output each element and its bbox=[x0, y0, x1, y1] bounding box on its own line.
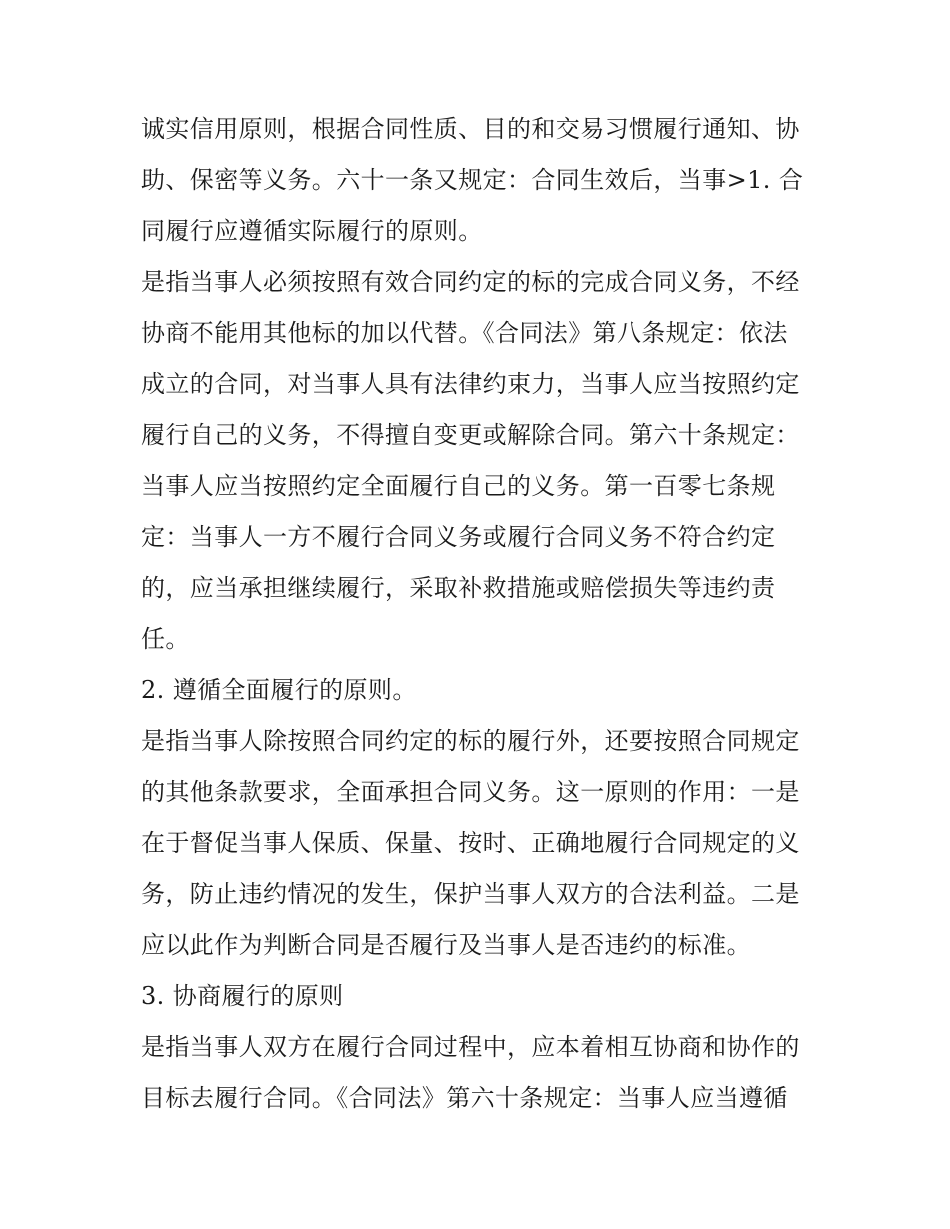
text-line: 是指当事人双方在履行合同过程中，应本着相互协商和协作的 bbox=[141, 1033, 800, 1061]
text-line: 当事人应当按照约定全面履行自己的义务。第一百零七条规 bbox=[141, 472, 776, 500]
section-heading: 3. 协商履行的原则 bbox=[141, 982, 344, 1010]
text-line: 应以此作为判断合同是否履行及当事人是否违约的标准。 bbox=[141, 931, 751, 959]
text-line: 的，应当承担继续履行，采取补救措施或赔偿损失等违约责 bbox=[141, 574, 776, 602]
section-heading: 2. 遵循全面履行的原则。 bbox=[141, 676, 417, 704]
text-line: 在于督促当事人保质、保量、按时、正确地履行合同规定的义 bbox=[141, 829, 800, 857]
text-line: 目标去履行合同。《合同法》第六十条规定：当事人应当遵循 bbox=[141, 1084, 788, 1112]
text-line: 务，防止违约情况的发生，保护当事人双方的合法利益。二是 bbox=[141, 880, 800, 908]
text-line: 任。 bbox=[141, 625, 190, 653]
text-line: 助、保密等义务。六十一条又规定：合同生效后，当事>1. 合 bbox=[141, 166, 804, 194]
text-line: 是指当事人必须按照有效合同约定的标的完成合同义务，不经 bbox=[141, 268, 800, 296]
text-line: 协商不能用其他标的加以代替。《合同法》第八条规定：依法 bbox=[141, 319, 788, 347]
text-line: 诚实信用原则，根据合同性质、目的和交易习惯履行通知、协 bbox=[141, 115, 800, 143]
text-line: 履行自己的义务，不得擅自变更或解除合同。第六十条规定： bbox=[141, 421, 800, 449]
text-line: 成立的合同，对当事人具有法律约束力，当事人应当按照约定 bbox=[141, 370, 800, 398]
text-line: 同履行应遵循实际履行的原则。 bbox=[141, 217, 483, 245]
text-line: 是指当事人除按照合同约定的标的履行外，还要按照合同规定 bbox=[141, 727, 800, 755]
text-line: 的其他条款要求，全面承担合同义务。这一原则的作用：一是 bbox=[141, 778, 800, 806]
text-line: 定：当事人一方不履行合同义务或履行合同义务不符合约定 bbox=[141, 523, 776, 551]
